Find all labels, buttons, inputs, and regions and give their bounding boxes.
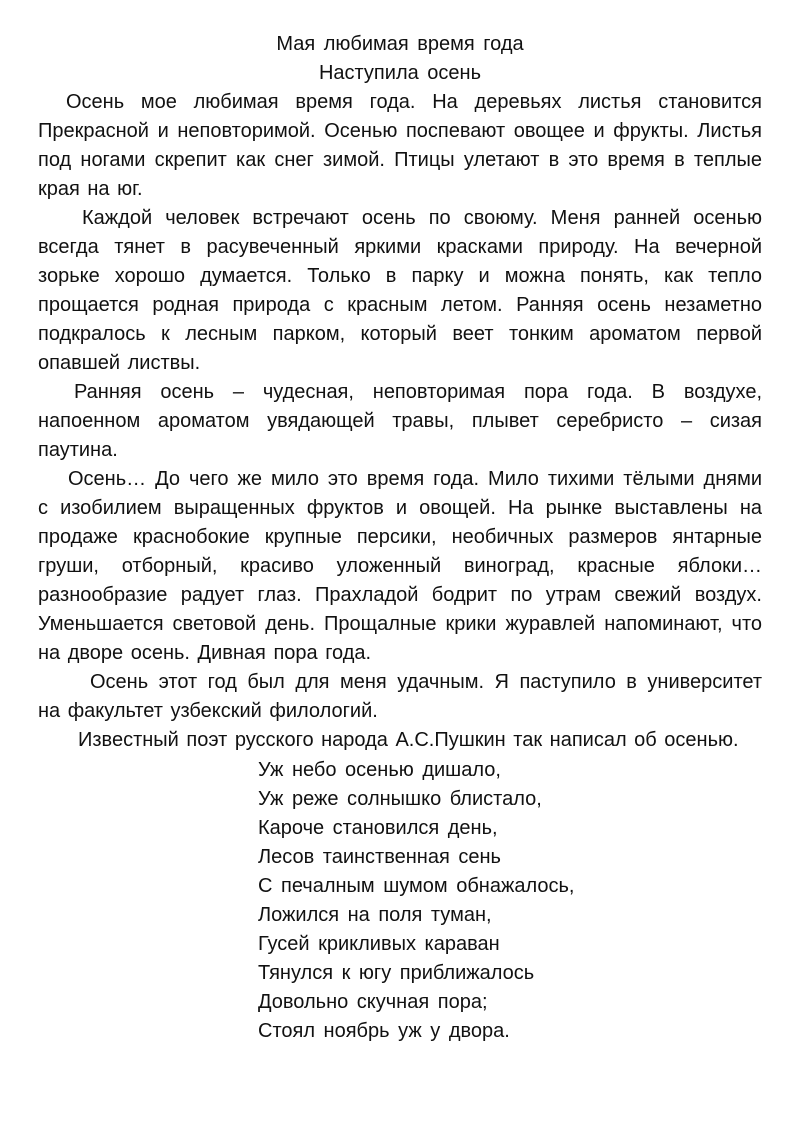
- paragraph-1: Осень мое любимая время года. На деревьях листья становится Прекрасной и неповторимой. Осенью поспевают овощее и фрукты. Листья под ногами скрепит как снег зимой. Птицы улетают в это время в теплые края на юг.: [38, 91, 762, 200]
- document-title: Мая любимая время года: [276, 33, 524, 55]
- poem-line-7: Гусей крикливых караван: [258, 933, 500, 955]
- poem-line-1: Уж небо осенью дишало,: [258, 759, 501, 781]
- paragraph-6: Известный поэт русского народа А.С.Пушкин так написал об осенью.: [78, 729, 739, 751]
- paragraph-5: Осень этот год был для меня удачным. Я паступило в университет на факультет узбекский филологий.: [38, 671, 762, 722]
- document-page: [38, 30, 762, 1046]
- poem-line-8: Тянулся к югу приближалось: [258, 962, 535, 984]
- paragraph-3: Ранняя осень – чудесная, неповторимая пора года. В воздухе, напоенном ароматом увядающей травы, плывет серебристо – сизая паутина.: [38, 381, 762, 461]
- poem-line-3: Кароче становился день,: [258, 817, 498, 839]
- poem-line-5: С печалным шумом обнажалось,: [258, 875, 575, 897]
- paragraph-2: Каждой человек встречают осень по своюму. Меня ранней осенью всегда тянет в расувеченный яркими красками природу. На вечерной зорьке хорошо думается. Только в парку и можна понять, как тепло прощается родная природа с красным летом. Ранняя осень незаметно подкралось к лесным парком, который веет тонким ароматом первой опавшей листвы.: [38, 207, 762, 374]
- document-subtitle: Наступила осень: [318, 62, 481, 84]
- paragraph-4: Осень… До чего же мило это время года. Мило тихими тёлыми днями с изобилием выращенных фруктов и овощей. На рынке выставлены на продаже краснобокие крупные персики, необичных размеров янтарные груши, отборный, красиво уложенный виноград, красные яблоки…разнообразие радует глаз. Прахладой бодрит по утрам свежий воздух. Уменьшается световой день. Прощалные крики журавлей напоминают, что на дворе осень. Дивная пора года.: [38, 468, 762, 664]
- poem: [38, 756, 762, 1046]
- poem-line-9: Довольно скучная пора;: [258, 991, 488, 1013]
- poem-line-6: Ложился на поля туман,: [258, 904, 492, 926]
- poem-line-4: Лесов таинственная сень: [258, 846, 501, 868]
- poem-line-10: Стоял ноябрь уж у двора.: [258, 1020, 510, 1042]
- poem-line-2: Уж реже солнышко блистало,: [258, 788, 542, 810]
